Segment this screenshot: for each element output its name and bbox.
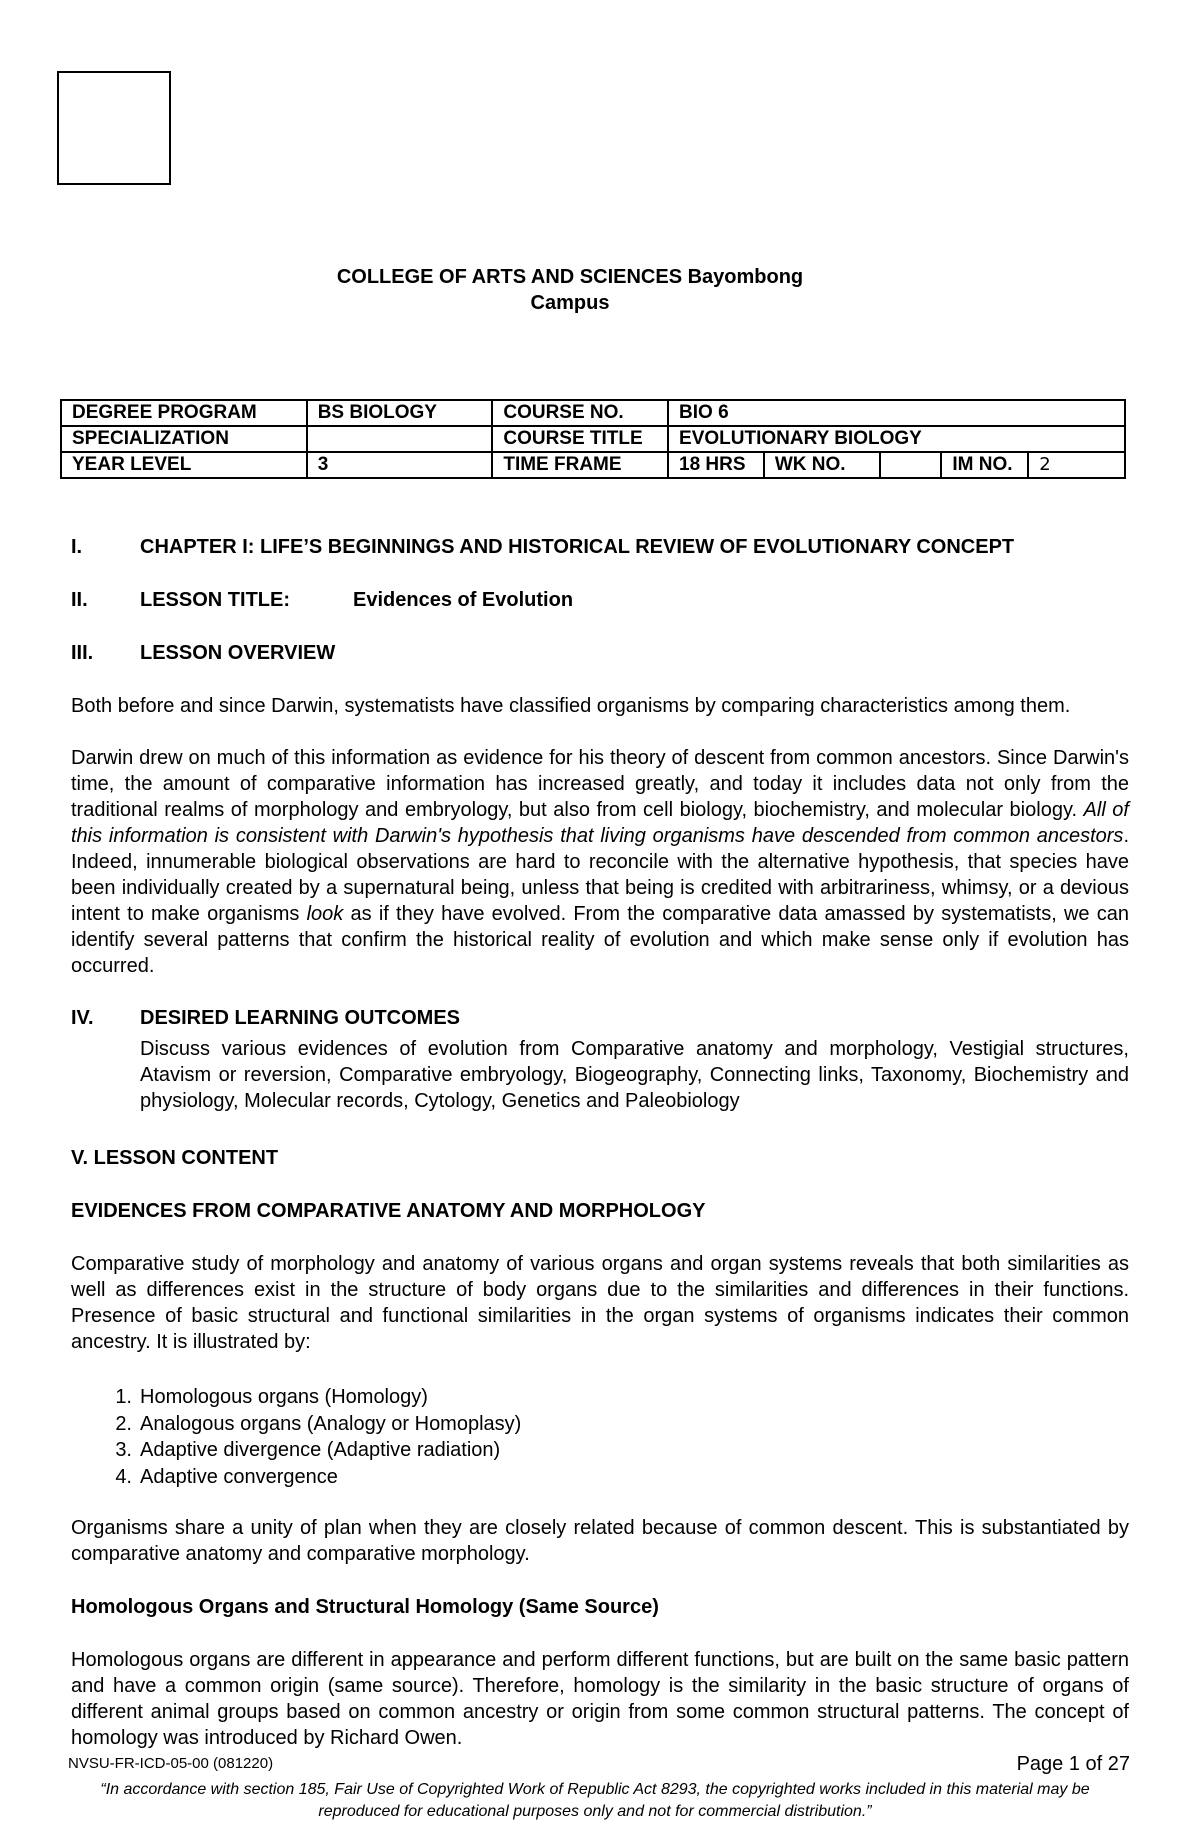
section-number: I. xyxy=(71,536,83,558)
lesson-title: Evidences of Evolution xyxy=(353,589,574,611)
college-header xyxy=(240,264,900,316)
section-number: II. xyxy=(71,589,88,611)
overview-text: as if they have evolved. From the comparative data amassed by systematists, we can identify several patterns that confirm the historical reality of evolution and which make sense only if evolution has occurred. xyxy=(71,903,1129,977)
im-no-label: IM NO. xyxy=(941,452,1028,478)
college-line-1: COLLEGE OF ARTS AND SCIENCES Bayombong xyxy=(336,266,804,288)
time-frame-value: 18 HRS xyxy=(668,452,764,478)
year-level-label: YEAR LEVEL xyxy=(61,452,307,478)
evidence-list xyxy=(71,1384,521,1490)
list-number: 1. xyxy=(115,1386,132,1408)
lesson-content-heading: V. LESSON CONTENT xyxy=(71,1147,279,1169)
outcomes-paragraph: Discuss various evidences of evolution from Comparative anatomy and morphology, Vestigial structures, Atavism or reversion, Comparative embryology, Biogeography, Connecting links, Taxonomy, Biochemistry and physiology, Molecular records, Cytology, Genetics and Paleobiology xyxy=(140,1038,1129,1112)
copyright-note: “In accordance with section 185, Fair Use of Copyrighted Work of Republic Act 8293, the copyrighted works included in this material may be reproduced for educational purposes only and not for commercial distribution.” xyxy=(100,1781,1090,1820)
time-frame-label: TIME FRAME xyxy=(492,452,668,478)
overview-text: Darwin drew on much of this information as evidence for his theory of descent from common ancestors. Since Darwin's time, the amount of comparative information has increased greatly, and today it includes data not only from the traditional realms of morphology and embryology, but also from cell biology, biochemistry, and molecular biology. xyxy=(71,747,1129,821)
section-lesson-title xyxy=(71,587,573,613)
list-number: 4. xyxy=(115,1465,132,1488)
overview-paragraph-1: Both before and since Darwin, systematists have classified organisms by comparing characteristics among them. xyxy=(71,695,1071,717)
overview-italic-text: All of this information is consistent with Darwin's hypothesis that living organisms have descended from common ancestors xyxy=(71,799,1129,847)
year-level-value: 3 xyxy=(307,452,493,478)
list-text: Homologous organs (Homology) xyxy=(140,1386,428,1408)
list-number: 3. xyxy=(115,1439,132,1461)
degree-program-value: BS BIOLOGY xyxy=(307,400,493,426)
comparative-anatomy-heading: EVIDENCES FROM COMPARATIVE ANATOMY AND MORPHOLOGY xyxy=(71,1200,706,1222)
list-text: Adaptive divergence (Adaptive radiation) xyxy=(140,1439,501,1461)
im-no-value: 2 xyxy=(1028,452,1125,478)
list-number: 2. xyxy=(115,1412,132,1435)
college-line-2: Campus xyxy=(530,292,610,314)
course-no-value: BIO 6 xyxy=(668,400,1125,426)
table-row xyxy=(61,400,1125,426)
wk-no-label: WK NO. xyxy=(764,452,880,478)
section-number: III. xyxy=(71,642,94,664)
section-chapter xyxy=(71,534,1014,560)
course-title-value: EVOLUTIONARY BIOLOGY xyxy=(668,426,1125,452)
content-paragraph-3: Homologous organs are different in appearance and perform different functions, but are built on the same basic pattern and have a common origin (same source). Therefore, homology is the similarity in the basic structure of organs of different animal groups based on common ancestry or origin from some common structural patterns. The concept of homology was introduced by Richard Owen. xyxy=(71,1649,1129,1749)
overview-text: . Indeed, innumerable biological observations are hard to reconcile with the alternative hypothesis, that species have been individually created by a supernatural being, unless that being is credited with arbitrariness, whimsy, or a devious intent to make organisms xyxy=(71,825,1129,925)
document-id: NVSU-FR-ICD-05-00 (081220) xyxy=(68,1755,274,1772)
degree-program-label: DEGREE PROGRAM xyxy=(61,400,307,426)
list-text: Adaptive convergence xyxy=(140,1465,338,1488)
table-row xyxy=(61,452,1125,478)
list-item xyxy=(71,1437,521,1464)
content-paragraph-2: Organisms share a unity of plan when they are closely related because of common descent. This is substantiated by comparative anatomy and comparative morphology. xyxy=(71,1517,1129,1565)
chapter-title: CHAPTER I: LIFE’S BEGINNINGS AND HISTORICAL REVIEW OF EVOLUTIONARY CONCEPT xyxy=(140,536,1015,558)
list-text: Analogous organs (Analogy or Homoplasy) xyxy=(140,1412,522,1435)
table-row xyxy=(61,426,1125,452)
specialization-value xyxy=(307,426,493,452)
outcomes-heading: DESIRED LEARNING OUTCOMES xyxy=(140,1007,461,1029)
logo-placeholder xyxy=(57,71,171,185)
content-paragraph-1: Comparative study of morphology and anatomy of various organs and organ systems reveals that both similarities as well as differences exist in the structure of body organs due to the similarities and differences in their functions. Presence of basic structural and functional similarities in the organ systems of organisms indicates their common ancestry. It is illustrated by: xyxy=(71,1253,1129,1353)
overview-italic-word: look xyxy=(306,903,344,925)
overview-paragraph-2 xyxy=(71,745,1129,979)
list-item xyxy=(71,1384,521,1411)
section-number: IV. xyxy=(71,1007,94,1029)
lesson-title-label: LESSON TITLE: xyxy=(140,589,290,611)
homologous-organs-heading: Homologous Organs and Structural Homology (Same Source) xyxy=(71,1596,659,1618)
specialization-label: SPECIALIZATION xyxy=(61,426,307,452)
section-outcomes xyxy=(71,1005,460,1031)
section-overview xyxy=(71,640,335,666)
course-title-label: COURSE TITLE xyxy=(492,426,668,452)
course-info-table xyxy=(60,399,1126,479)
list-item xyxy=(71,1464,521,1491)
course-no-label: COURSE NO. xyxy=(492,400,668,426)
list-item xyxy=(71,1411,521,1438)
overview-heading: LESSON OVERVIEW xyxy=(140,642,336,664)
page-number: Page 1 of 27 xyxy=(1016,1753,1130,1775)
wk-no-value xyxy=(880,452,942,478)
